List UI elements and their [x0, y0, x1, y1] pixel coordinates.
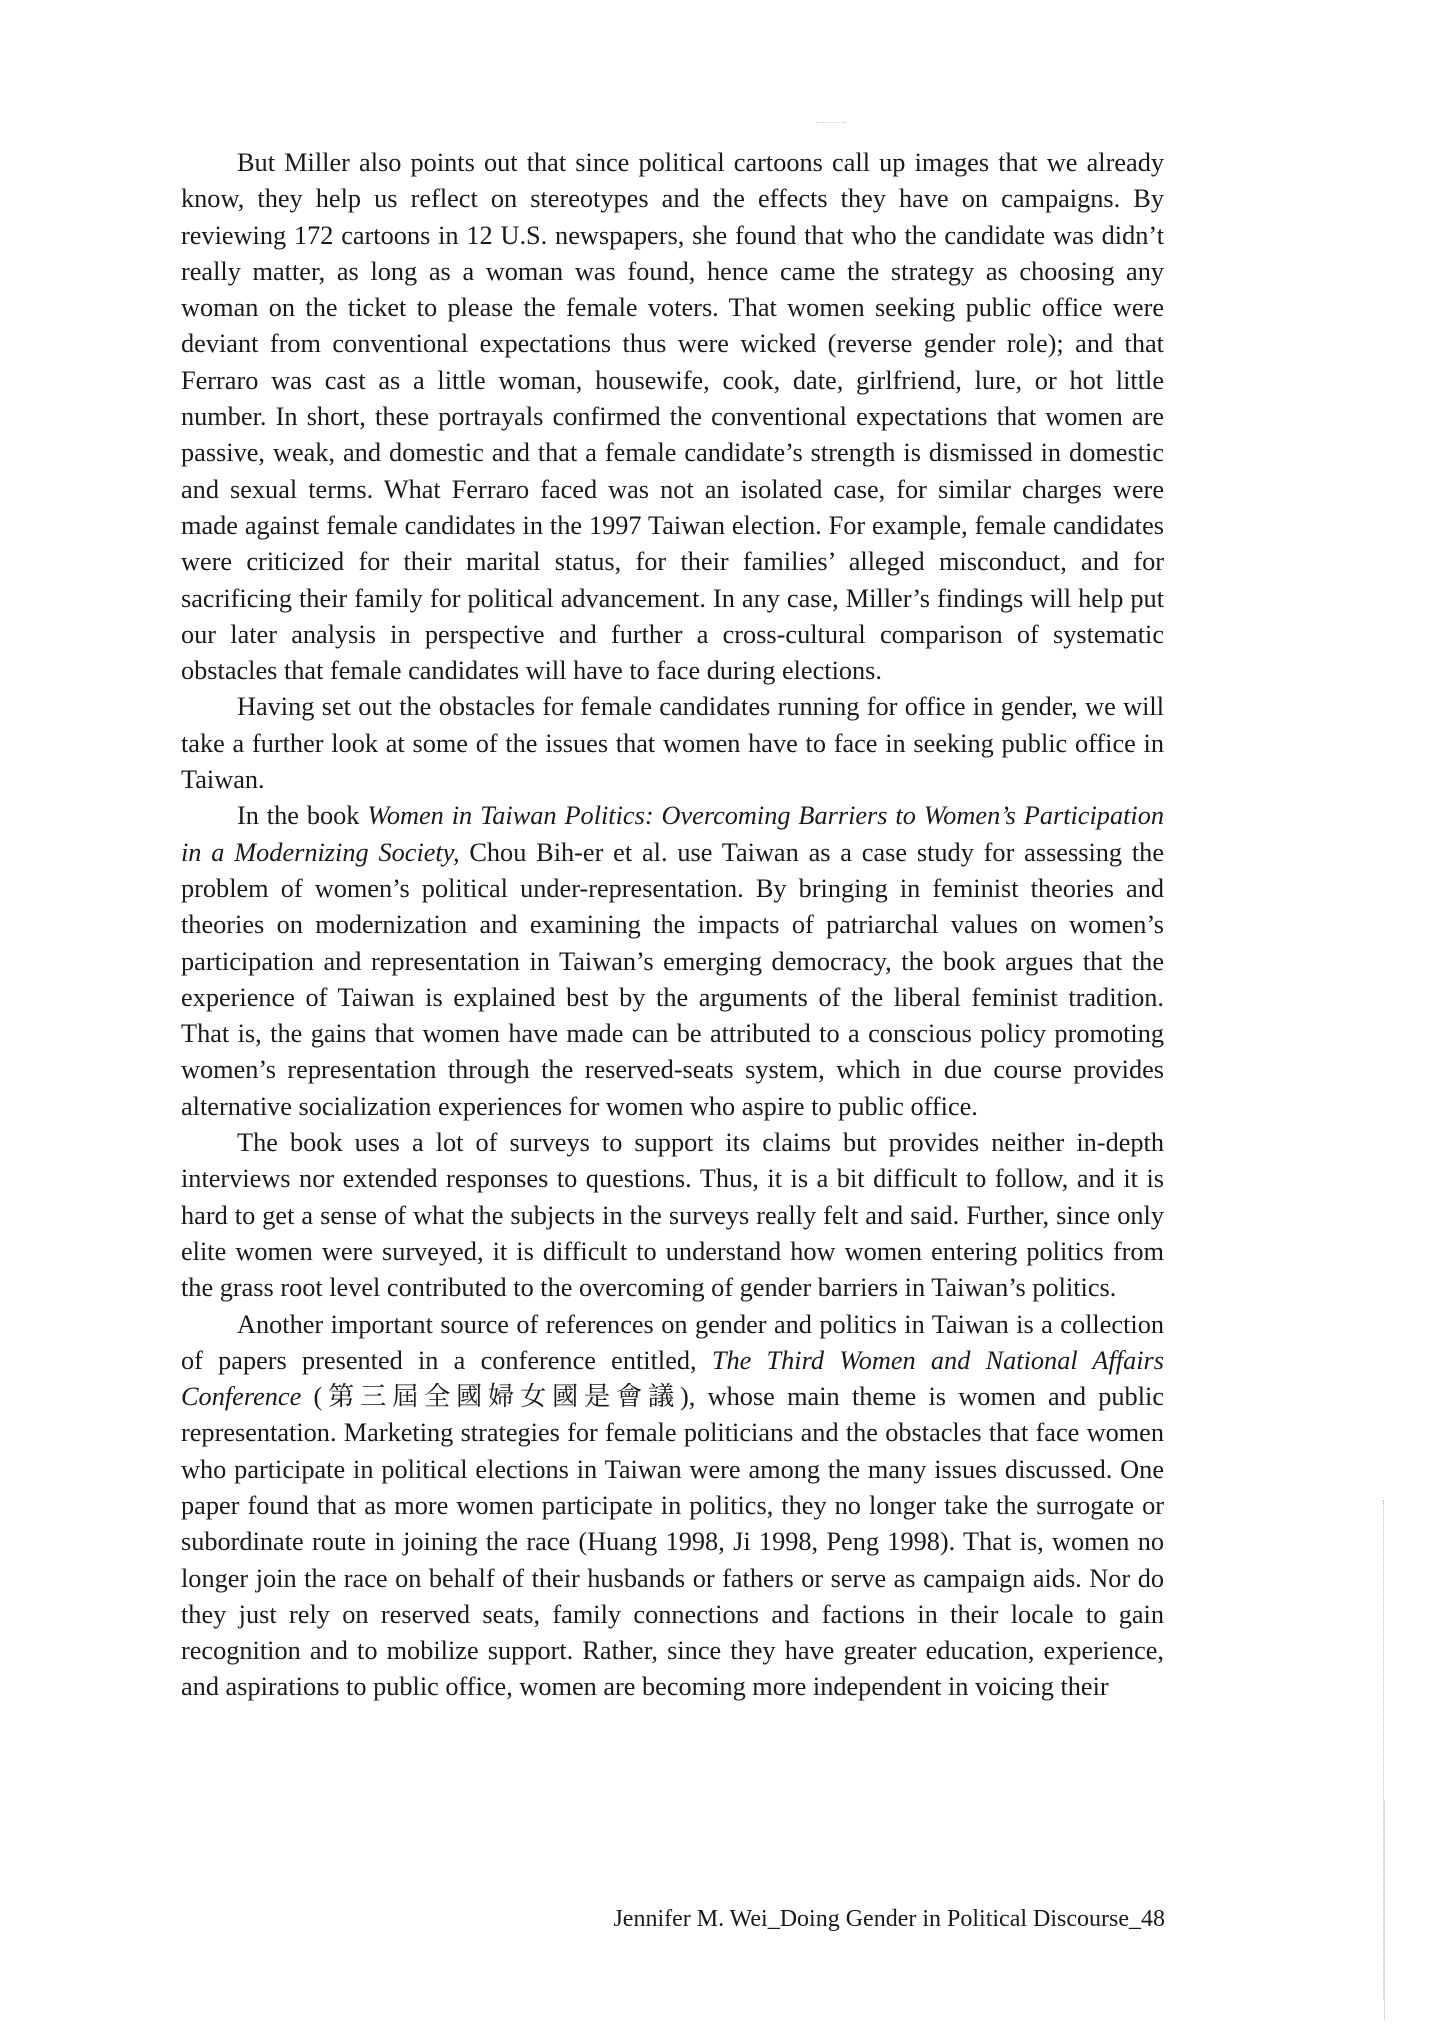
- scan-artifact: [816, 122, 846, 125]
- paragraph-text: (第三屆全國婦女國是會議), whose main theme is women and public representation. Marketing strategies for female politicians and the obstacles that face women who participate in political elections in Taiwan were among the many issues discussed. One paper found that as more women participate in politics, they no longer take the surrogate or subordinate route in joining the race (Huang 1998, Ji 1998, Peng 1998). That is, women no longer join the race on behalf of their husbands or fathers or serve as campaign aids. Nor do they just rely on reserved seats, family connections and factions in their locale to gain recognition and to mobilize support. Rather, since they have greater education, experience, and aspirations to public office, women are becoming more independent in voicing their: [181, 1382, 1164, 1702]
- book-title: Women in Taiwan Politics: Overcoming Barriers to Women’s Participation in a Modernizing Society,: [181, 801, 1164, 867]
- paragraph-text: Another important source of references on gender and politics in Taiwan is a collection of papers presented in a conference entitled,: [181, 1309, 1164, 1375]
- paragraph-text: Chou Bih-er et al. use Taiwan as a case study for assessing the problem of women’s political under-representation. By bringing in feminist theories and theories on modernization and examining the impacts of patriarchal values on women’s participation and representation in Taiwan’s emerging democracy, the book argues that the experience of Taiwan is explained best by the arguments of the liberal feminist tradition. That is, the gains that women have made can be attributed to a conscious policy promoting women’s representation through the reserved-seats system, which in due course provides alternative socialization experiences for women who aspire to public office.: [181, 837, 1164, 1121]
- running-footer: Jennifer M. Wei_Doing Gender in Political Discourse_48: [613, 1906, 1165, 1932]
- paragraph-book-surveys: The book uses a lot of surveys to support its claims but provides neither in-depth interviews nor extended responses to questions. Thus, it is a bit difficult to follow, and it is hard to get a sense of what the subjects in the surveys really felt and said. Further, since only elite women were surveyed, it is difficult to understand how women entering politics from the grass root level contributed to the overcoming of gender barriers in Taiwan’s politics.: [181, 1128, 1164, 1303]
- paragraph-text: In the book: [237, 801, 368, 831]
- body-text: [181, 145, 1164, 1706]
- scan-edge-artifact: [1384, 1800, 1385, 2020]
- conference-title: The Third Women and National Affairs Conference: [181, 1345, 1165, 1412]
- paragraph-miller-cartoons: But Miller also points out that since political cartoons call up images that we already know, they help us reflect on stereotypes and the effects they have on campaigns. By reviewing 172 cartoons in 12 U.S. newspapers, she found that who the candidate was didn’t really matter, as long as a woman was found, hence came the strategy as choosing any woman on the ticket to please the female voters. That women seeking public office were deviant from conventional expectations thus were wicked (reverse gender role); and that Ferraro was cast as a little woman, housewife, cook, date, girlfriend, lure, or hot little number. In short, these portrayals confirmed the conventional expectations that women are passive, weak, and domestic and that a female candidate’s strength is dismissed in domestic and sexual terms. What Ferraro faced was not an isolated case, for similar charges were made against female candidates in the 1997 Taiwan election. For example, female candidates were criticized for their marital status, for their families’ alleged misconduct, and for sacrificing their family for political advancement. In any case, Miller’s findings will help put our later analysis in perspective and further a cross-cultural comparison of systematic obstacles that female candidates will have to face during elections.: [181, 148, 1164, 686]
- paragraph-obstacles-transition: Having set out the obstacles for female candidates running for office in gender, we will take a further look at some of the issues that women have to face in seeking public office in Taiwan.: [181, 692, 1164, 795]
- paragraph-chou-book: [181, 798, 1164, 1125]
- paragraph-conference: [181, 1307, 1164, 1706]
